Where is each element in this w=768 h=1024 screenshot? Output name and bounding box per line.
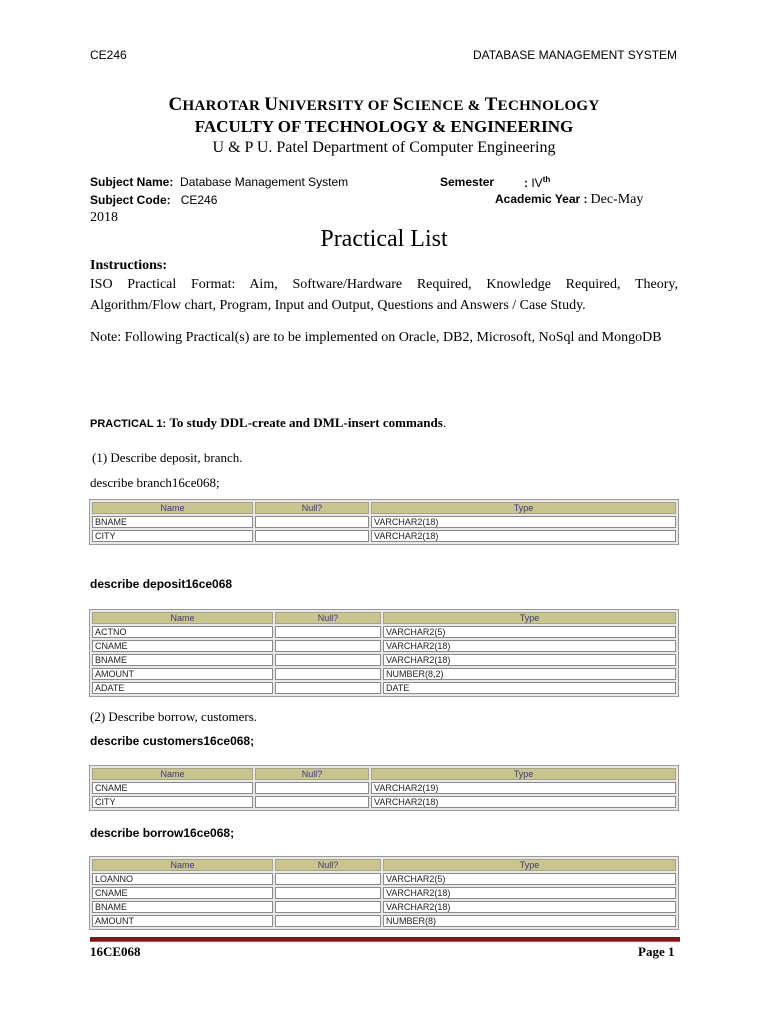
table-row: BNAME VARCHAR2(18) [92,654,676,666]
semester-value: : IVth [524,175,551,190]
table-row: CNAME VARCHAR2(18) [92,887,676,899]
table-row: CITY VARCHAR2(18) [92,796,676,808]
column-header-null: Null? [275,859,381,871]
table-row: BNAME VARCHAR2(18) [92,516,676,528]
table-row: AMOUNT NUMBER(8,2) [92,668,676,680]
header-course-name: DATABASE MANAGEMENT SYSTEM [473,48,678,62]
customers-table [89,765,679,811]
table-row: AMOUNT NUMBER(8) [92,915,676,927]
note-text: Note: Following Practical(s) are to be implemented on Oracle, DB2, Microsoft, NoSql and MongoDB [90,330,662,345]
column-header-name: Name [92,612,273,624]
column-header-type: Type [383,612,676,624]
describe-customers-text: describe customers16ce068; [90,734,255,748]
column-header-name: Name [92,502,253,514]
describe-borrow-text: describe borrow16ce068; [90,826,235,840]
practical-1-heading: PRACTICAL 1: To study DDL-create and DML-insert commands. [90,415,447,430]
footer-divider [90,937,680,942]
table-row: CNAME VARCHAR2(19) [92,782,676,794]
column-header-null: Null? [255,502,369,514]
department-name: U & P U. Patel Department of Computer Engineering [212,139,556,156]
instructions-heading: Instructions: [90,258,168,273]
table-row: CNAME VARCHAR2(18) [92,640,676,652]
footer-roll-number: 16CE068 [90,944,141,959]
step-2-text: (2) Describe borrow, customers. [90,709,258,724]
table-row: BNAME VARCHAR2(18) [92,901,676,913]
column-header-name: Name [92,768,253,780]
header-course-code: CE246 [90,48,127,62]
practical-list-title: Practical List [320,226,448,252]
column-header-type: Type [383,859,676,871]
table-row: LOANNO VARCHAR2(5) [92,873,676,885]
table-row: ACTNO VARCHAR2(5) [92,626,676,638]
university-name: CHAROTAR UNIVERSITY OF SCIENCE & TECHNOLOGY [168,94,600,115]
column-header-type: Type [371,768,676,780]
column-header-name: Name [92,859,273,871]
column-header-null: Null? [255,768,369,780]
faculty-name: FACULTY OF TECHNOLOGY & ENGINEERING [194,117,574,136]
branch-table [89,499,679,545]
academic-year-row: Academic Year : Dec-May [495,192,644,207]
deposit-table [89,609,679,697]
step-1-text: (1) Describe deposit, branch. [92,450,243,465]
subject-name-row: Subject Name: Database Management System [90,175,349,189]
borrow-table [89,856,679,930]
column-header-type: Type [371,502,676,514]
footer-page-number: Page 1 [638,944,675,959]
instructions-text: ISO Practical Format: Aim, Software/Hardware Required, Knowledge Required, Theory, Algorithm/Flow chart, Program, Input and Output, Questions and Answers / Case Study. [90,277,678,313]
academic-year-cont: 2018 [90,210,118,225]
column-header-null: Null? [275,612,381,624]
table-row: CITY VARCHAR2(18) [92,530,676,542]
describe-branch-text: describe branch16ce068; [90,475,220,490]
describe-deposit-text: describe deposit16ce068 [90,577,233,591]
semester-label: Semester [440,175,495,189]
subject-code-row: Subject Code: CE246 [90,193,218,207]
table-row: ADATE DATE [92,682,676,694]
